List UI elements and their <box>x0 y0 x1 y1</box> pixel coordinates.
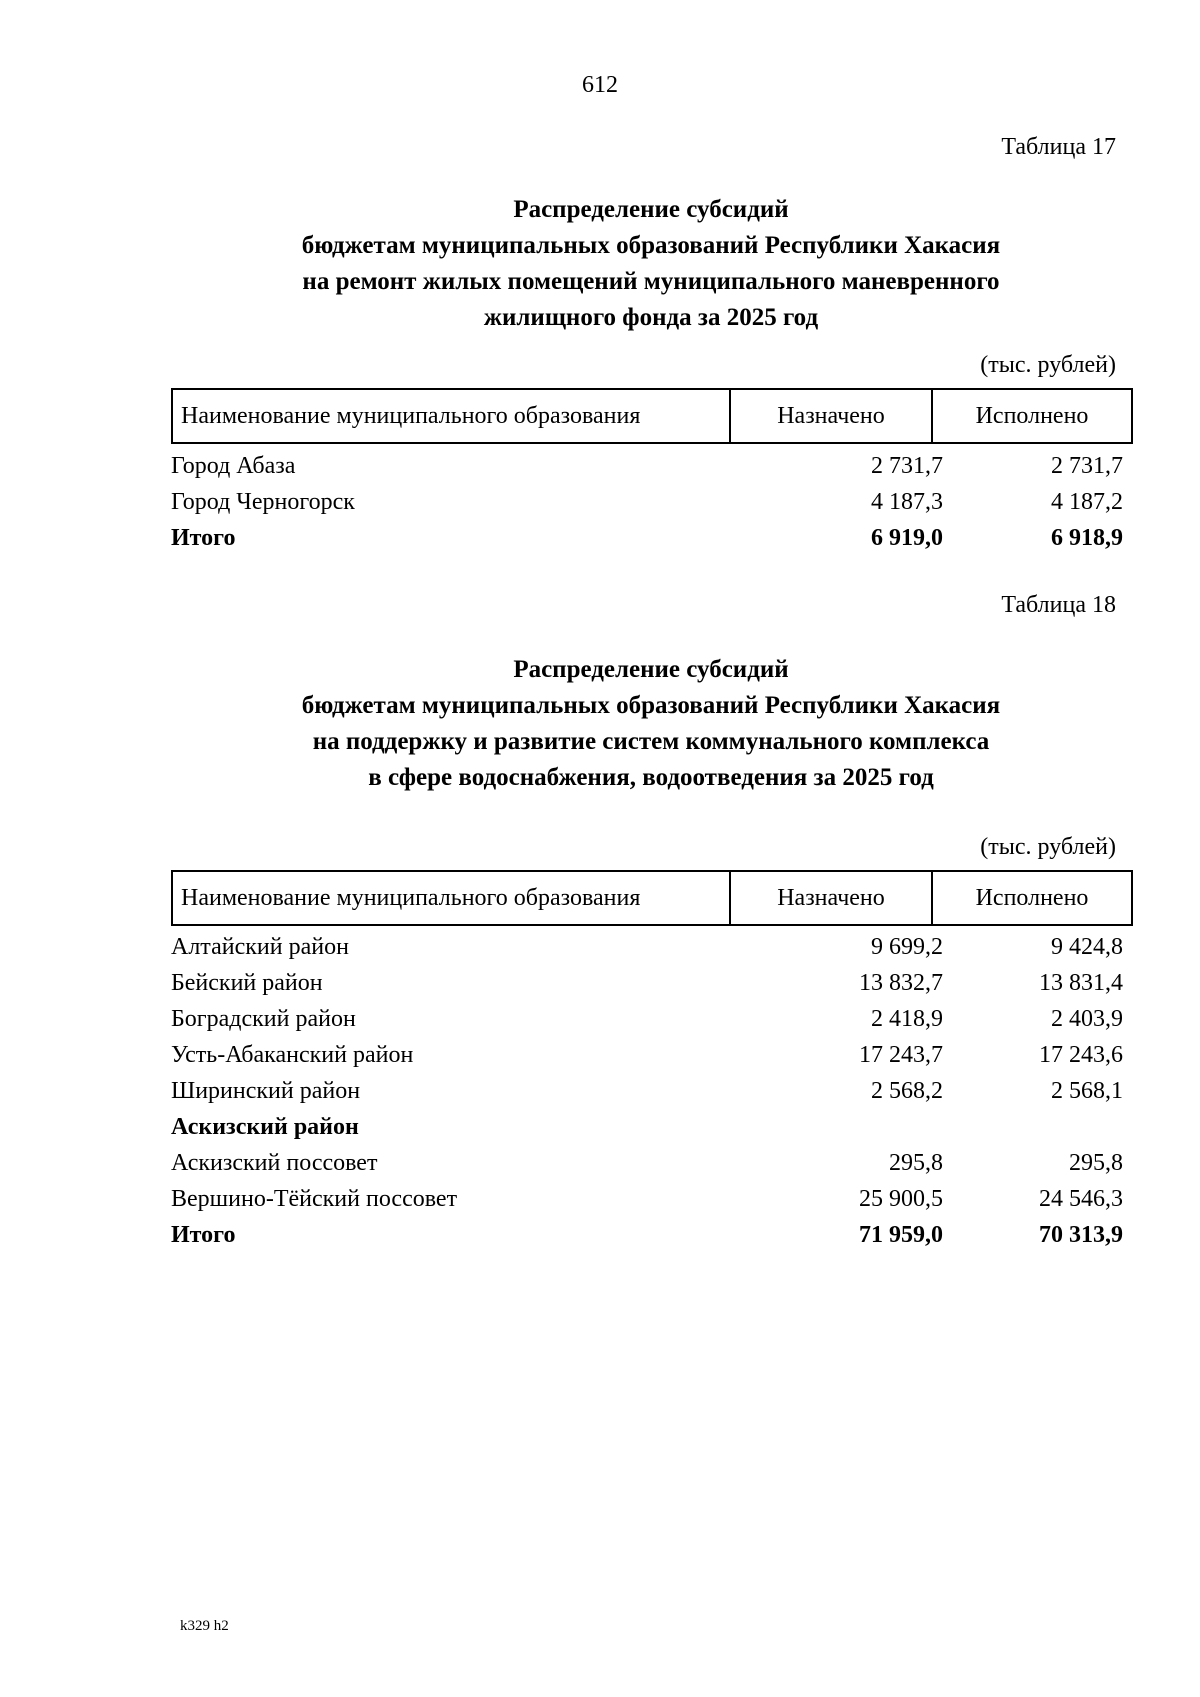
table-17-title-line: Распределение субсидий <box>513 196 789 223</box>
table-18-title-line: в сфере водоснабжения, водоотведения за 2025 год <box>368 764 934 791</box>
table-17-label: Таблица 17 <box>1001 134 1116 160</box>
table-18-title <box>171 652 1131 796</box>
row-name: Город Черногорск <box>171 489 355 515</box>
total-executed: 70 313,9 <box>1039 1222 1123 1248</box>
row-name: Усть-Абаканский район <box>171 1042 414 1068</box>
row-name: Аскизский поссовет <box>171 1150 378 1176</box>
row-assigned: 13 832,7 <box>859 970 943 996</box>
table-18-title-line: на поддержку и развитие систем коммунального комплекса <box>312 728 990 755</box>
row-name: Алтайский район <box>171 934 349 960</box>
row-name: Боградский район <box>171 1006 356 1032</box>
table-row <box>171 484 1133 520</box>
column-header-assigned: Назначено <box>731 872 933 924</box>
row-name: Вершино-Тёйский поссовет <box>171 1186 458 1212</box>
row-executed: 2 568,1 <box>1051 1078 1123 1104</box>
footer-code: k329 h2 <box>180 1618 229 1634</box>
row-executed: 295,8 <box>1069 1150 1123 1176</box>
table-row <box>171 929 1133 965</box>
column-header-assigned: Назначено <box>731 390 933 442</box>
table-18-header <box>171 870 1133 926</box>
row-name: Город Абаза <box>171 453 296 479</box>
row-executed: 13 831,4 <box>1039 970 1123 996</box>
table-row <box>171 448 1133 484</box>
row-assigned: 2 568,2 <box>871 1078 943 1104</box>
row-executed: 9 424,8 <box>1051 934 1123 960</box>
group-name: Аскизский район <box>171 1114 359 1140</box>
total-label: Итого <box>171 1222 236 1248</box>
row-executed: 4 187,2 <box>1051 489 1123 515</box>
total-row <box>171 1217 1133 1253</box>
table-17-title <box>171 192 1131 336</box>
column-header-name: Наименование муниципального образования <box>173 390 731 442</box>
total-assigned: 71 959,0 <box>859 1222 943 1248</box>
row-executed: 17 243,6 <box>1039 1042 1123 1068</box>
row-name: Ширинский район <box>171 1078 361 1104</box>
table-18-units: (тыс. рублей) <box>980 834 1116 860</box>
table-row <box>171 1073 1133 1109</box>
total-assigned: 6 919,0 <box>871 525 943 551</box>
column-header-executed: Исполнено <box>975 402 1089 429</box>
row-assigned: 17 243,7 <box>859 1042 943 1068</box>
table-17-body <box>171 448 1133 556</box>
table-18-label: Таблица 18 <box>1001 592 1116 618</box>
total-label: Итого <box>171 525 236 551</box>
table-row <box>171 1145 1133 1181</box>
table-17-title-line: бюджетам муниципальных образований Республики Хакасия <box>301 232 1001 259</box>
column-header-name: Наименование муниципального образования <box>173 872 731 924</box>
group-header-row <box>171 1109 1133 1145</box>
table-18-body <box>171 929 1133 1253</box>
row-executed: 2 403,9 <box>1051 1006 1123 1032</box>
table-row <box>171 1181 1133 1217</box>
table-17-units: (тыс. рублей) <box>980 352 1116 378</box>
row-assigned: 4 187,3 <box>871 489 943 515</box>
table-17-title-line: на ремонт жилых помещений муниципального маневренного <box>302 268 1000 295</box>
row-name: Бейский район <box>171 970 323 996</box>
row-assigned: 2 731,7 <box>871 453 943 479</box>
table-17-header <box>171 388 1133 444</box>
row-executed: 24 546,3 <box>1039 1186 1123 1212</box>
column-header-executed: Исполнено <box>975 884 1089 911</box>
row-assigned: 25 900,5 <box>859 1186 943 1212</box>
total-row <box>171 520 1133 556</box>
table-row <box>171 1001 1133 1037</box>
table-row <box>171 965 1133 1001</box>
row-executed: 2 731,7 <box>1051 453 1123 479</box>
row-assigned: 9 699,2 <box>871 934 943 960</box>
table-row <box>171 1037 1133 1073</box>
table-18-title-line: Распределение субсидий <box>513 656 789 683</box>
table-17-title-line: жилищного фонда за 2025 год <box>483 304 819 331</box>
total-executed: 6 918,9 <box>1051 525 1123 551</box>
table-18-title-line: бюджетам муниципальных образований Республики Хакасия <box>301 692 1001 719</box>
row-assigned: 295,8 <box>889 1150 943 1176</box>
page-number: 612 <box>582 72 618 98</box>
row-assigned: 2 418,9 <box>871 1006 943 1032</box>
